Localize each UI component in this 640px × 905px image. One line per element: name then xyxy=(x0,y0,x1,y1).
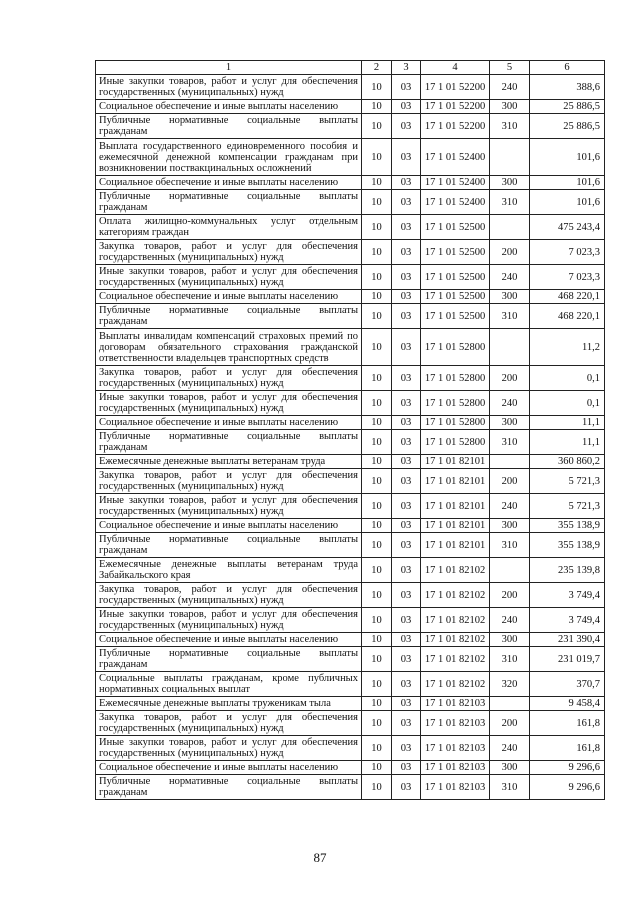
cell-rz: 10 xyxy=(362,265,392,290)
cell-pr: 03 xyxy=(392,736,421,761)
cell-name: Социальное обеспечение и иные выплаты населению xyxy=(96,176,362,190)
cell-pr: 03 xyxy=(392,215,421,240)
cell-amount: 231 019,7 xyxy=(530,647,605,672)
cell-vr: 310 xyxy=(490,114,530,139)
cell-pr: 03 xyxy=(392,190,421,215)
cell-csr: 17 1 01 82103 xyxy=(421,775,490,800)
cell-pr: 03 xyxy=(392,711,421,736)
cell-vr: 200 xyxy=(490,469,530,494)
cell-amount: 0,1 xyxy=(530,366,605,391)
cell-pr: 03 xyxy=(392,240,421,265)
cell-rz: 10 xyxy=(362,366,392,391)
table-row xyxy=(96,75,605,100)
cell-vr: 300 xyxy=(490,100,530,114)
cell-pr: 03 xyxy=(392,761,421,775)
cell-rz: 10 xyxy=(362,519,392,533)
cell-name: Публичные нормативные социальные выплаты гражданам xyxy=(96,647,362,672)
table-row xyxy=(96,139,605,176)
cell-vr: 310 xyxy=(490,647,530,672)
cell-vr: 200 xyxy=(490,583,530,608)
cell-vr: 240 xyxy=(490,265,530,290)
table-row xyxy=(96,265,605,290)
cell-amount: 9 296,6 xyxy=(530,761,605,775)
cell-vr: 300 xyxy=(490,176,530,190)
table-row xyxy=(96,304,605,329)
cell-pr: 03 xyxy=(392,697,421,711)
cell-csr: 17 1 01 82102 xyxy=(421,633,490,647)
cell-amount: 388,6 xyxy=(530,75,605,100)
cell-vr xyxy=(490,697,530,711)
cell-pr: 03 xyxy=(392,329,421,366)
table-row xyxy=(96,240,605,265)
cell-amount: 468 220,1 xyxy=(530,304,605,329)
cell-vr: 300 xyxy=(490,416,530,430)
cell-csr: 17 1 01 52200 xyxy=(421,114,490,139)
cell-pr: 03 xyxy=(392,533,421,558)
cell-name: Публичные нормативные социальные выплаты гражданам xyxy=(96,304,362,329)
table-row xyxy=(96,672,605,697)
cell-name: Оплата жилищно-коммунальных услуг отдельным категориям граждан xyxy=(96,215,362,240)
cell-name: Социальное обеспечение и иные выплаты населению xyxy=(96,633,362,647)
cell-amount: 7 023,3 xyxy=(530,265,605,290)
cell-pr: 03 xyxy=(392,416,421,430)
cell-vr xyxy=(490,558,530,583)
header-col-2: 2 xyxy=(362,61,392,75)
cell-amount: 11,1 xyxy=(530,416,605,430)
cell-amount: 161,8 xyxy=(530,711,605,736)
cell-pr: 03 xyxy=(392,430,421,455)
cell-vr: 200 xyxy=(490,240,530,265)
cell-amount: 475 243,4 xyxy=(530,215,605,240)
cell-csr: 17 1 01 52400 xyxy=(421,176,490,190)
cell-name: Иные закупки товаров, работ и услуг для обеспечения государственных (муниципальных) нужд xyxy=(96,265,362,290)
cell-csr: 17 1 01 82101 xyxy=(421,533,490,558)
cell-rz: 10 xyxy=(362,736,392,761)
cell-vr: 300 xyxy=(490,633,530,647)
cell-vr: 300 xyxy=(490,290,530,304)
cell-name: Иные закупки товаров, работ и услуг для обеспечения государственных (муниципальных) нужд xyxy=(96,75,362,100)
cell-name: Закупка товаров, работ и услуг для обеспечения государственных (муниципальных) нужд xyxy=(96,711,362,736)
cell-amount: 5 721,3 xyxy=(530,469,605,494)
cell-pr: 03 xyxy=(392,672,421,697)
cell-csr: 17 1 01 82103 xyxy=(421,736,490,761)
cell-pr: 03 xyxy=(392,139,421,176)
cell-rz: 10 xyxy=(362,633,392,647)
cell-csr: 17 1 01 82103 xyxy=(421,711,490,736)
cell-rz: 10 xyxy=(362,583,392,608)
cell-name: Социальное обеспечение и иные выплаты населению xyxy=(96,290,362,304)
cell-rz: 10 xyxy=(362,329,392,366)
table-row xyxy=(96,494,605,519)
cell-name: Ежемесячные денежные выплаты ветеранам труда Забайкальского края xyxy=(96,558,362,583)
cell-pr: 03 xyxy=(392,265,421,290)
cell-rz: 10 xyxy=(362,114,392,139)
cell-csr: 17 1 01 52500 xyxy=(421,240,490,265)
cell-rz: 10 xyxy=(362,416,392,430)
cell-rz: 10 xyxy=(362,533,392,558)
cell-csr: 17 1 01 82101 xyxy=(421,469,490,494)
table-row xyxy=(96,176,605,190)
cell-amount: 3 749,4 xyxy=(530,608,605,633)
cell-vr: 310 xyxy=(490,430,530,455)
cell-csr: 17 1 01 52200 xyxy=(421,100,490,114)
cell-name: Иные закупки товаров, работ и услуг для обеспечения государственных (муниципальных) нужд xyxy=(96,494,362,519)
cell-csr: 17 1 01 82101 xyxy=(421,455,490,469)
cell-amount: 25 886,5 xyxy=(530,100,605,114)
cell-amount: 11,1 xyxy=(530,430,605,455)
cell-name: Закупка товаров, работ и услуг для обеспечения государственных (муниципальных) нужд xyxy=(96,366,362,391)
table-row xyxy=(96,416,605,430)
cell-vr: 240 xyxy=(490,608,530,633)
cell-pr: 03 xyxy=(392,100,421,114)
cell-pr: 03 xyxy=(392,391,421,416)
cell-name: Публичные нормативные социальные выплаты гражданам xyxy=(96,190,362,215)
cell-name: Закупка товаров, работ и услуг для обеспечения государственных (муниципальных) нужд xyxy=(96,240,362,265)
cell-vr: 310 xyxy=(490,775,530,800)
header-col-4: 4 xyxy=(421,61,490,75)
cell-pr: 03 xyxy=(392,583,421,608)
cell-vr: 300 xyxy=(490,761,530,775)
cell-csr: 17 1 01 52200 xyxy=(421,75,490,100)
cell-vr xyxy=(490,455,530,469)
header-col-6: 6 xyxy=(530,61,605,75)
cell-rz: 10 xyxy=(362,391,392,416)
cell-vr: 310 xyxy=(490,304,530,329)
header-col-3: 3 xyxy=(392,61,421,75)
cell-name: Публичные нормативные социальные выплаты гражданам xyxy=(96,533,362,558)
cell-name: Публичные нормативные социальные выплаты гражданам xyxy=(96,430,362,455)
cell-pr: 03 xyxy=(392,75,421,100)
cell-amount: 7 023,3 xyxy=(530,240,605,265)
cell-csr: 17 1 01 52500 xyxy=(421,265,490,290)
cell-pr: 03 xyxy=(392,633,421,647)
cell-name: Иные закупки товаров, работ и услуг для обеспечения государственных (муниципальных) нужд xyxy=(96,736,362,761)
table-row xyxy=(96,469,605,494)
cell-amount: 0,1 xyxy=(530,391,605,416)
cell-pr: 03 xyxy=(392,455,421,469)
table-row xyxy=(96,455,605,469)
table-row xyxy=(96,647,605,672)
cell-rz: 10 xyxy=(362,176,392,190)
cell-name: Социальное обеспечение и иные выплаты населению xyxy=(96,416,362,430)
cell-amount: 9 296,6 xyxy=(530,775,605,800)
cell-rz: 10 xyxy=(362,761,392,775)
cell-pr: 03 xyxy=(392,114,421,139)
cell-amount: 5 721,3 xyxy=(530,494,605,519)
table-row xyxy=(96,558,605,583)
page-number: 87 xyxy=(313,850,327,865)
cell-amount: 9 458,4 xyxy=(530,697,605,711)
table-row xyxy=(96,430,605,455)
cell-name: Ежемесячные денежные выплаты ветеранам труда xyxy=(96,455,362,469)
cell-rz: 10 xyxy=(362,672,392,697)
cell-csr: 17 1 01 52800 xyxy=(421,366,490,391)
cell-vr: 200 xyxy=(490,711,530,736)
cell-amount: 468 220,1 xyxy=(530,290,605,304)
cell-rz: 10 xyxy=(362,775,392,800)
cell-vr xyxy=(490,329,530,366)
cell-vr: 200 xyxy=(490,366,530,391)
cell-csr: 17 1 01 82102 xyxy=(421,672,490,697)
cell-csr: 17 1 01 82102 xyxy=(421,583,490,608)
cell-rz: 10 xyxy=(362,240,392,265)
cell-vr: 310 xyxy=(490,533,530,558)
table-row xyxy=(96,114,605,139)
table-row xyxy=(96,533,605,558)
cell-vr: 240 xyxy=(490,494,530,519)
cell-vr xyxy=(490,139,530,176)
table-row xyxy=(96,290,605,304)
cell-name: Социальное обеспечение и иные выплаты населению xyxy=(96,519,362,533)
cell-pr: 03 xyxy=(392,366,421,391)
header-col-5: 5 xyxy=(490,61,530,75)
cell-amount: 231 390,4 xyxy=(530,633,605,647)
cell-rz: 10 xyxy=(362,647,392,672)
cell-csr: 17 1 01 52400 xyxy=(421,190,490,215)
cell-amount: 235 139,8 xyxy=(530,558,605,583)
cell-pr: 03 xyxy=(392,558,421,583)
cell-rz: 10 xyxy=(362,139,392,176)
cell-vr: 240 xyxy=(490,391,530,416)
cell-name: Иные закупки товаров, работ и услуг для обеспечения государственных (муниципальных) нужд xyxy=(96,391,362,416)
table-row xyxy=(96,391,605,416)
table-header-row xyxy=(96,61,605,75)
table-row xyxy=(96,761,605,775)
cell-pr: 03 xyxy=(392,494,421,519)
cell-name: Публичные нормативные социальные выплаты гражданам xyxy=(96,775,362,800)
cell-amount: 3 749,4 xyxy=(530,583,605,608)
cell-rz: 10 xyxy=(362,190,392,215)
cell-rz: 10 xyxy=(362,558,392,583)
cell-csr: 17 1 01 82102 xyxy=(421,647,490,672)
cell-pr: 03 xyxy=(392,647,421,672)
cell-name: Социальное обеспечение и иные выплаты населению xyxy=(96,100,362,114)
cell-csr: 17 1 01 82102 xyxy=(421,558,490,583)
cell-vr: 300 xyxy=(490,519,530,533)
table-row xyxy=(96,366,605,391)
cell-amount: 101,6 xyxy=(530,176,605,190)
cell-vr: 320 xyxy=(490,672,530,697)
cell-rz: 10 xyxy=(362,711,392,736)
cell-amount: 370,7 xyxy=(530,672,605,697)
cell-amount: 360 860,2 xyxy=(530,455,605,469)
cell-csr: 17 1 01 82101 xyxy=(421,519,490,533)
cell-csr: 17 1 01 52800 xyxy=(421,416,490,430)
budget-table xyxy=(95,60,605,800)
cell-rz: 10 xyxy=(362,469,392,494)
cell-rz: 10 xyxy=(362,75,392,100)
table-row xyxy=(96,190,605,215)
table-row xyxy=(96,608,605,633)
cell-rz: 10 xyxy=(362,100,392,114)
cell-rz: 10 xyxy=(362,455,392,469)
cell-amount: 355 138,9 xyxy=(530,533,605,558)
cell-csr: 17 1 01 52800 xyxy=(421,391,490,416)
cell-amount: 11,2 xyxy=(530,329,605,366)
cell-csr: 17 1 01 52800 xyxy=(421,430,490,455)
cell-amount: 355 138,9 xyxy=(530,519,605,533)
cell-pr: 03 xyxy=(392,290,421,304)
cell-csr: 17 1 01 82103 xyxy=(421,697,490,711)
cell-amount: 101,6 xyxy=(530,139,605,176)
cell-csr: 17 1 01 52500 xyxy=(421,304,490,329)
cell-csr: 17 1 01 52500 xyxy=(421,215,490,240)
cell-pr: 03 xyxy=(392,775,421,800)
cell-amount: 25 886,5 xyxy=(530,114,605,139)
cell-amount: 101,6 xyxy=(530,190,605,215)
cell-name: Выплаты инвалидам компенсаций страховых премий по договорам обязательного страхования гражданской ответственности владельцев транспортных средств xyxy=(96,329,362,366)
cell-pr: 03 xyxy=(392,176,421,190)
cell-pr: 03 xyxy=(392,469,421,494)
table-row xyxy=(96,736,605,761)
table-row xyxy=(96,775,605,800)
cell-pr: 03 xyxy=(392,608,421,633)
cell-vr xyxy=(490,215,530,240)
cell-name: Социальное обеспечение и иные выплаты населению xyxy=(96,761,362,775)
table-row xyxy=(96,583,605,608)
cell-csr: 17 1 01 82101 xyxy=(421,494,490,519)
table-row xyxy=(96,697,605,711)
cell-rz: 10 xyxy=(362,215,392,240)
table-body xyxy=(96,75,605,800)
table-row xyxy=(96,519,605,533)
cell-vr: 310 xyxy=(490,190,530,215)
cell-name: Закупка товаров, работ и услуг для обеспечения государственных (муниципальных) нужд xyxy=(96,583,362,608)
cell-csr: 17 1 01 52800 xyxy=(421,329,490,366)
cell-rz: 10 xyxy=(362,290,392,304)
cell-name: Иные закупки товаров, работ и услуг для обеспечения государственных (муниципальных) нужд xyxy=(96,608,362,633)
cell-csr: 17 1 01 52400 xyxy=(421,139,490,176)
header-col-1: 1 xyxy=(96,61,362,75)
table-row xyxy=(96,633,605,647)
cell-rz: 10 xyxy=(362,430,392,455)
cell-name: Ежемесячные денежные выплаты труженикам тыла xyxy=(96,697,362,711)
cell-pr: 03 xyxy=(392,519,421,533)
table-row xyxy=(96,215,605,240)
cell-pr: 03 xyxy=(392,304,421,329)
cell-vr: 240 xyxy=(490,736,530,761)
cell-rz: 10 xyxy=(362,608,392,633)
cell-name: Выплата государственного единовременного пособия и ежемесячной денежной компенсации гражданам при возникновении поствакцинальных осложнений xyxy=(96,139,362,176)
cell-csr: 17 1 01 82103 xyxy=(421,761,490,775)
table-row xyxy=(96,100,605,114)
cell-vr: 240 xyxy=(490,75,530,100)
cell-name: Закупка товаров, работ и услуг для обеспечения государственных (муниципальных) нужд xyxy=(96,469,362,494)
cell-csr: 17 1 01 52500 xyxy=(421,290,490,304)
cell-rz: 10 xyxy=(362,697,392,711)
cell-name: Публичные нормативные социальные выплаты гражданам xyxy=(96,114,362,139)
cell-csr: 17 1 01 82102 xyxy=(421,608,490,633)
cell-rz: 10 xyxy=(362,304,392,329)
cell-amount: 161,8 xyxy=(530,736,605,761)
cell-name: Социальные выплаты гражданам, кроме публичных нормативных социальных выплат xyxy=(96,672,362,697)
table-row xyxy=(96,329,605,366)
cell-rz: 10 xyxy=(362,494,392,519)
table-row xyxy=(96,711,605,736)
